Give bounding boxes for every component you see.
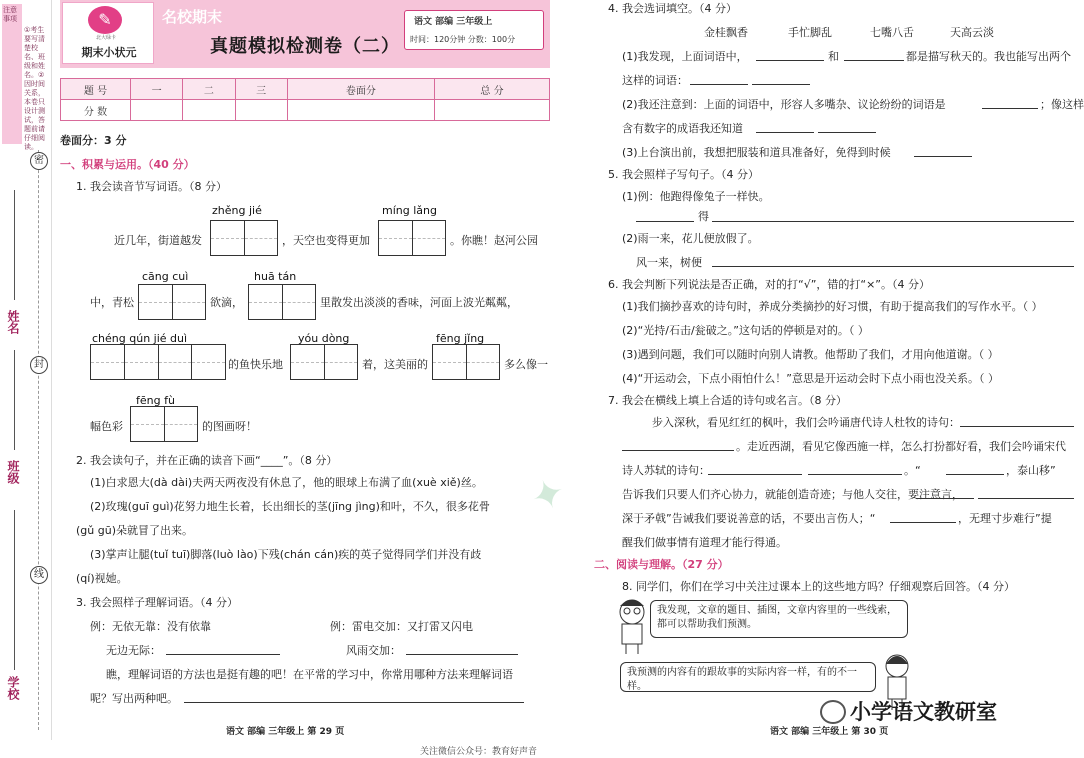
q7-text: 诗人苏轼的诗句：	[622, 464, 710, 477]
answer-blank[interactable]	[890, 511, 956, 523]
q6-item: (1)我们摘抄喜欢的诗句时，养成分类摘抄的好习惯，有助于提高我们的写作水平。（ ）	[622, 300, 1043, 313]
answer-blank[interactable]	[946, 463, 1004, 475]
table-cell: 总 分	[435, 79, 550, 100]
q7-text: 步入深秋，看见红红的枫叶，我们会吟诵唐代诗人杜牧的诗句：	[652, 416, 960, 429]
q3-word: 无边无际：	[106, 644, 161, 657]
q7-text: 深于矛戟”告诫我们要说善意的话，不要出言伤人；“	[622, 512, 876, 525]
q7-text: ，无理寸步难行”提	[958, 512, 1052, 525]
question-5: 5. 我会照样子写句子。（4 分）	[608, 168, 759, 181]
q4-item: 这样的词语：	[622, 74, 688, 87]
answer-blank[interactable]	[818, 121, 876, 133]
q7-text: 。走近西湖，看见它像西施一样，怎么打扮都好看，我们会吟诵宋代	[736, 440, 1066, 453]
word-option: 金桂飘香	[704, 26, 748, 39]
word-option: 七嘴八舌	[870, 26, 914, 39]
q1-text: 幅色彩	[90, 420, 123, 433]
q3-paragraph: 瞧，理解词语的方法也是挺有趣的吧！在平常的学习中，你常用哪种方法来理解词语	[106, 668, 513, 681]
logo-text: 北大绿卡	[95, 35, 116, 41]
q4-item: 都是描写秋天的。我也能写出两个	[906, 50, 1071, 63]
table-cell: 一	[131, 79, 183, 100]
q7-text: 。“	[904, 464, 921, 477]
answer-blank[interactable]	[916, 487, 974, 499]
table-cell[interactable]	[287, 100, 434, 121]
pinyin: fēng jǐng	[436, 332, 485, 345]
q5-item: (1)例：他跑得像兔子一样快。	[622, 190, 770, 203]
class-label: 班级	[6, 460, 20, 484]
seal-feng: 封	[30, 356, 48, 374]
q3-paragraph: 呢？写出两种吧。	[90, 692, 178, 705]
bottom-caption: 关注微信公众号：教育好声音	[420, 747, 538, 757]
q7-text: 告诉我们只要人们齐心协力，就能创造奇迹；与他人交往，要注意言，	[622, 488, 963, 501]
question-6: 6. 我会判断下列说法是否正确，对的打“√”，错的打“×”。（4 分）	[608, 278, 931, 291]
question-2: 2. 我会读句子，并在正确的读音下画“____”。（8 分）	[76, 454, 338, 467]
table-cell[interactable]	[183, 100, 235, 121]
writing-grid[interactable]	[90, 344, 226, 380]
class-line	[14, 350, 15, 450]
answer-blank[interactable]	[844, 49, 904, 61]
answer-blank[interactable]	[914, 145, 972, 157]
answer-blank[interactable]	[982, 97, 1038, 109]
question-1: 1. 我会读音节写词语。（8 分）	[76, 180, 227, 193]
q1-text: 中，青松	[90, 296, 134, 309]
q3-word: 风雨交加：	[346, 644, 401, 657]
watermark-stamp: ✦	[524, 468, 572, 523]
word-option: 手忙脚乱	[788, 26, 832, 39]
seal-xian: 线	[30, 566, 48, 584]
speech-bubble: 我发现，文章的题目、插图，文章内容里的一些线索，都可以帮助我们预测。	[650, 600, 908, 638]
q2-item: (qí)视她。	[76, 572, 128, 585]
table-cell[interactable]	[435, 100, 550, 121]
q1-text: 着，这美丽的	[362, 358, 428, 371]
pinyin: míng lǎng	[382, 204, 437, 217]
pinyin: chéng qún jié duì	[92, 332, 188, 345]
table-cell: 卷面分	[287, 79, 434, 100]
seal-line	[38, 150, 39, 730]
writing-grid[interactable]	[130, 406, 198, 442]
q1-text: 里散发出淡淡的香味，河面上波光粼粼，	[320, 296, 518, 309]
pinyin: fēng fù	[136, 394, 175, 407]
answer-blank[interactable]	[184, 691, 524, 703]
pinyin: cāng cuì	[142, 270, 189, 283]
q4-item: (1)我发现，上面词语中，	[622, 50, 748, 63]
q5-item: 风一来，树便	[636, 256, 702, 269]
notice-title: 注意事项	[2, 4, 22, 144]
school-label: 学校	[6, 676, 20, 700]
table-cell: 题 号	[61, 79, 131, 100]
writing-grid[interactable]	[138, 284, 206, 320]
q1-text: 的鱼快乐地	[228, 358, 283, 371]
page-footer-left: 语文 部编 三年级上 第 29 页	[226, 727, 345, 737]
exam-time-score: 时间：120分钟 分数：100分	[410, 35, 516, 44]
table-cell[interactable]	[131, 100, 183, 121]
q4-item: (3)上台演出前，我想把服装和道具准备好，免得到时候	[622, 146, 891, 159]
pinyin: zhěng jié	[212, 204, 262, 217]
answer-blank[interactable]	[756, 49, 824, 61]
table-cell: 分 数	[61, 100, 131, 121]
q1-text: 近几年，街道越发	[114, 234, 202, 247]
q3-example: 例：雷电交加：又打雷又闪电	[330, 620, 473, 633]
answer-blank[interactable]	[712, 210, 1074, 222]
answer-blank[interactable]	[166, 643, 280, 655]
answer-blank[interactable]	[756, 121, 814, 133]
pinyin: yóu dòng	[298, 332, 350, 345]
pinyin: huā tán	[254, 270, 297, 283]
q5-item: 得	[698, 210, 709, 223]
question-7: 7. 我会在横线上填上合适的诗句或名言。（8 分）	[608, 394, 847, 407]
answer-blank[interactable]	[960, 415, 1074, 427]
q6-item: (4)“开运动会，下点小雨怕什么！”意思是开运动会时下点小雨也没关系。（ ）	[622, 372, 999, 385]
table-cell[interactable]	[235, 100, 287, 121]
q7-text: ，泰山移”	[1006, 464, 1056, 477]
q4-item: 和	[828, 50, 839, 63]
logo-icon: ✎	[88, 6, 122, 34]
q4-item: ；像这样	[1040, 98, 1084, 111]
q2-item: (3)掌声让腿(tuǐ tuī)脚落(luò lào)下残(chán cán)疾的英子觉得同学们并没有歧	[90, 548, 482, 561]
q4-item: 含有数字的成语我还知道	[622, 122, 743, 135]
word-option: 天高云淡	[950, 26, 994, 39]
question-4: 4. 我会选词填空。（4 分）	[608, 2, 737, 15]
q2-item: (2)玫瑰(guī guì)花努力地生长着，长出细长的茎(jīng jìng)和叶，不久，很多花骨	[90, 500, 490, 513]
name-line	[14, 190, 15, 300]
table-row	[61, 79, 550, 100]
q1-text: 多么像一	[504, 358, 548, 371]
answer-blank[interactable]	[406, 643, 518, 655]
section-2-title: 二、阅读与理解。（27 分）	[594, 558, 729, 571]
answer-blank[interactable]	[808, 463, 902, 475]
q1-text: 的图画呀！	[202, 420, 257, 433]
table-row	[61, 100, 550, 121]
exam-title: 真题模拟检测卷（二）	[210, 36, 400, 57]
q6-item: (3)遇到问题，我们可以随时向别人请教。他帮助了我们，才用向他道谢。（ ）	[622, 348, 999, 361]
q1-text: 。你瞧！赵河公园	[450, 234, 538, 247]
logo-name: 期末小状元	[81, 46, 137, 59]
q1-text: 欲滴，	[210, 296, 243, 309]
q6-item: (2)“光持/石击/瓮破之。”这句话的停顿是对的。（ ）	[622, 324, 869, 337]
wechat-account: 小学语文教研室	[850, 700, 997, 724]
writing-grid[interactable]	[210, 220, 278, 256]
writing-grid[interactable]	[248, 284, 316, 320]
answer-blank[interactable]	[690, 73, 748, 85]
writing-grid[interactable]	[290, 344, 358, 380]
school-line	[14, 510, 15, 670]
page-footer-right: 语文 部编 三年级上 第 30 页	[770, 727, 889, 737]
writing-grid[interactable]	[432, 344, 500, 380]
q3-example: 例：无依无靠：没有依靠	[90, 620, 211, 633]
q2-item: (1)白求恩大(dà dài)夫两天两夜没有休息了，他的眼球上布满了血(xuè xiě)丝。	[90, 476, 483, 489]
writing-grid[interactable]	[378, 220, 446, 256]
q4-item: (2)我还注意到：上面的词语中，形容人多嘴杂、议论纷纷的词语是	[622, 98, 946, 111]
answer-blank[interactable]	[752, 73, 810, 85]
notice-text: ①考生要写清楚校名、班级和姓名。②因时间关系，本卷只设计测试，答题前请仔细阅读。	[24, 26, 45, 151]
answer-blank[interactable]	[978, 487, 1074, 499]
seal-mi: 密	[30, 152, 48, 170]
answer-blank[interactable]	[712, 255, 1074, 267]
q2-item: (gǔ gū)朵就冒了出来。	[76, 524, 193, 537]
name-label: 姓名	[6, 310, 20, 334]
wechat-icon	[820, 700, 846, 724]
question-8: 8. 同学们，你们在学习中关注过课本上的这些地方吗？仔细观察后回答。（4 分）	[622, 580, 1015, 593]
table-cell: 二	[183, 79, 235, 100]
answer-blank[interactable]	[636, 210, 694, 222]
q7-text: 醒我们做事情有道理才能行得通。	[622, 536, 787, 549]
question-3: 3. 我会照样子理解词语。（4 分）	[76, 596, 238, 609]
speech-bubble: 我预测的内容有的跟故事的实际内容一样，有的不一样。	[620, 662, 876, 692]
exam-subject: 语文 部编 三年级上	[414, 17, 493, 27]
q1-text: ，天空也变得更加	[282, 234, 370, 247]
exam-title-top: 名校期末	[162, 8, 223, 26]
table-cell: 三	[235, 79, 287, 100]
juanmian-score: 卷面分：3 分	[60, 134, 127, 147]
section-1-title: 一、积累与运用。（40 分）	[60, 158, 195, 171]
q5-item: (2)雨一来，花儿便放假了。	[622, 232, 759, 245]
score-table	[60, 78, 550, 121]
